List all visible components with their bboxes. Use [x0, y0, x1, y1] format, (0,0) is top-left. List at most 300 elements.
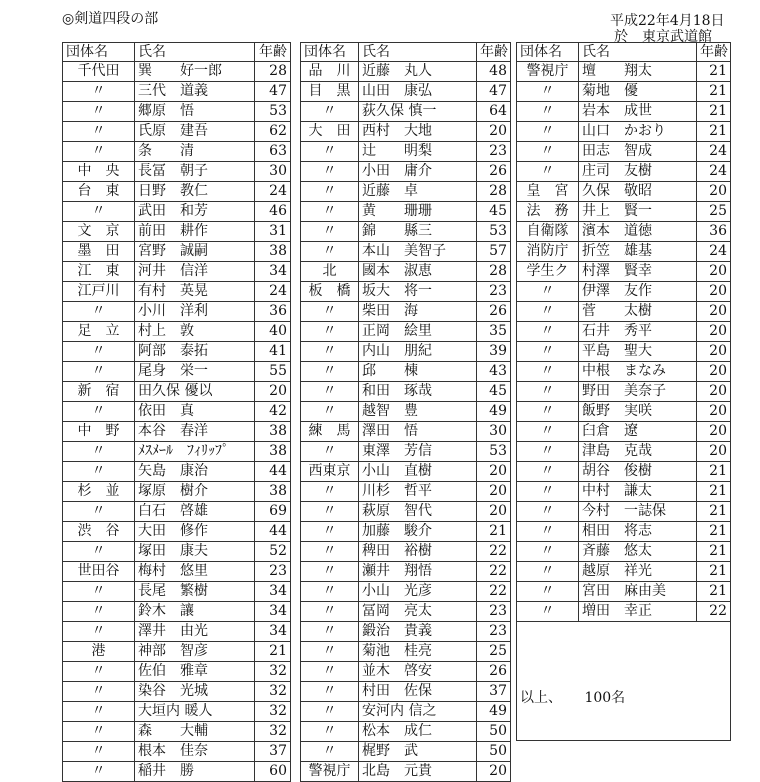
table-header-row — [301, 43, 511, 62]
name-cell: 内山 朋紀 — [359, 342, 477, 362]
roster-table-2 — [300, 42, 511, 782]
table-row — [63, 742, 291, 762]
table-header-row — [517, 43, 731, 62]
group-cell: 台 東 — [63, 182, 135, 202]
age-cell: 21 — [255, 642, 291, 662]
name-cell: 折笠 雄基 — [579, 242, 697, 262]
group-cell: 西東京 — [301, 462, 359, 482]
group-cell: 〃 — [301, 442, 359, 462]
age-cell: 20 — [477, 482, 511, 502]
age-cell: 21 — [697, 562, 731, 582]
name-cell: 有村 英晃 — [135, 282, 255, 302]
table-row — [63, 362, 291, 382]
table-row — [63, 502, 291, 522]
group-cell: 〃 — [517, 502, 579, 522]
group-cell: 大 田 — [301, 122, 359, 142]
age-cell: 44 — [255, 522, 291, 542]
table-row — [63, 382, 291, 402]
table-row — [517, 162, 731, 182]
empty-cell — [517, 622, 731, 741]
group-cell: 〃 — [63, 122, 135, 142]
group-cell: 消防庁 — [517, 242, 579, 262]
group-cell: 〃 — [517, 82, 579, 102]
table-row — [63, 262, 291, 282]
table-row — [63, 422, 291, 442]
name-cell: 冨岡 亮太 — [359, 602, 477, 622]
name-cell: 菅 太樹 — [579, 302, 697, 322]
group-cell: 足 立 — [63, 322, 135, 342]
age-cell: 24 — [697, 142, 731, 162]
age-cell: 49 — [477, 702, 511, 722]
name-cell: 日野 教仁 — [135, 182, 255, 202]
group-cell: 〃 — [517, 582, 579, 602]
age-cell: 21 — [697, 582, 731, 602]
table-row — [517, 382, 731, 402]
age-cell: 53 — [477, 222, 511, 242]
name-cell: 染谷 光城 — [135, 682, 255, 702]
name-cell: 菊池 桂亮 — [359, 642, 477, 662]
name-cell: 矢島 康治 — [135, 462, 255, 482]
name-cell: 河井 信洋 — [135, 262, 255, 282]
table-row — [301, 162, 511, 182]
group-cell: 〃 — [301, 522, 359, 542]
name-cell: 坂大 将一 — [359, 282, 477, 302]
table-row — [63, 242, 291, 262]
group-cell: 〃 — [301, 702, 359, 722]
name-cell: 石井 秀平 — [579, 322, 697, 342]
age-cell: 21 — [697, 122, 731, 142]
name-cell: 稗田 裕樹 — [359, 542, 477, 562]
age-cell: 64 — [477, 102, 511, 122]
age-cell: 20 — [697, 362, 731, 382]
group-cell: 〃 — [63, 362, 135, 382]
table-row — [63, 282, 291, 302]
group-cell: 渋 谷 — [63, 522, 135, 542]
column-header-group: 団体名 — [63, 43, 135, 62]
group-cell: 〃 — [517, 162, 579, 182]
name-cell: 東澤 芳信 — [359, 442, 477, 462]
table-row — [517, 362, 731, 382]
age-cell: 38 — [255, 442, 291, 462]
table-row — [301, 582, 511, 602]
table-row — [301, 662, 511, 682]
group-cell: 〃 — [301, 342, 359, 362]
name-cell: 本山 美智子 — [359, 242, 477, 262]
age-cell: 20 — [477, 122, 511, 142]
table-row — [301, 102, 511, 122]
name-cell: 黄 珊珊 — [359, 202, 477, 222]
table-row — [517, 422, 731, 442]
group-cell: 〃 — [301, 202, 359, 222]
age-cell: 30 — [477, 422, 511, 442]
age-cell: 20 — [697, 342, 731, 362]
group-cell: 中 央 — [63, 162, 135, 182]
name-cell: 北島 元貴 — [359, 762, 477, 782]
group-cell: 〃 — [517, 142, 579, 162]
group-cell: 〃 — [301, 682, 359, 702]
group-cell: 〃 — [301, 482, 359, 502]
age-cell: 57 — [477, 242, 511, 262]
group-cell: 〃 — [63, 622, 135, 642]
group-cell: 〃 — [63, 742, 135, 762]
group-cell: 学生ク — [517, 262, 579, 282]
group-cell: 〃 — [301, 382, 359, 402]
group-cell: 〃 — [517, 282, 579, 302]
age-cell: 36 — [255, 302, 291, 322]
table-row — [301, 502, 511, 522]
name-cell: 壇 翔太 — [579, 62, 697, 82]
age-cell: 53 — [477, 442, 511, 462]
group-cell: 〃 — [301, 542, 359, 562]
age-cell: 20 — [697, 262, 731, 282]
table-row — [517, 142, 731, 162]
age-cell: 21 — [697, 522, 731, 542]
table-row — [63, 762, 291, 782]
age-cell: 38 — [255, 422, 291, 442]
name-cell: 尾身 栄一 — [135, 362, 255, 382]
table-row — [301, 542, 511, 562]
table-row — [63, 642, 291, 662]
table-row — [517, 122, 731, 142]
table-row — [517, 402, 731, 422]
table-row — [517, 322, 731, 342]
table-row — [301, 342, 511, 362]
table-row — [63, 82, 291, 102]
group-cell: 〃 — [63, 582, 135, 602]
group-cell: 〃 — [63, 502, 135, 522]
table-row — [301, 282, 511, 302]
age-cell: 55 — [255, 362, 291, 382]
age-cell: 20 — [697, 282, 731, 302]
table-row — [301, 642, 511, 662]
age-cell: 38 — [255, 482, 291, 502]
age-cell: 20 — [697, 182, 731, 202]
group-cell: 〃 — [517, 602, 579, 622]
age-cell: 31 — [255, 222, 291, 242]
group-cell: 品 川 — [301, 62, 359, 82]
table-row — [63, 202, 291, 222]
summary-footer — [520, 687, 643, 707]
column-header-group: 団体名 — [301, 43, 359, 62]
age-cell: 22 — [477, 562, 511, 582]
table-row — [63, 542, 291, 562]
group-cell: 〃 — [517, 122, 579, 142]
name-cell: 斉藤 悠太 — [579, 542, 697, 562]
group-cell: 中 野 — [63, 422, 135, 442]
age-cell: 60 — [255, 762, 291, 782]
name-cell: 臼倉 遼 — [579, 422, 697, 442]
group-cell: 〃 — [63, 662, 135, 682]
age-cell: 21 — [697, 462, 731, 482]
table-row — [301, 362, 511, 382]
age-cell: 45 — [477, 382, 511, 402]
column-header-age: 年齢 — [697, 43, 731, 62]
name-cell: 本谷 春洋 — [135, 422, 255, 442]
table-row — [63, 442, 291, 462]
group-cell: 〃 — [301, 182, 359, 202]
table-row — [63, 302, 291, 322]
group-cell: 〃 — [63, 602, 135, 622]
empty-area — [517, 622, 731, 741]
column-header-age: 年齢 — [255, 43, 291, 62]
age-cell: 41 — [255, 342, 291, 362]
age-cell: 23 — [477, 602, 511, 622]
column-header-name: 氏名 — [579, 43, 697, 62]
group-cell: 墨 田 — [63, 242, 135, 262]
age-cell: 26 — [477, 662, 511, 682]
table-header-row — [63, 43, 291, 62]
age-cell: 21 — [697, 482, 731, 502]
group-cell: 〃 — [63, 202, 135, 222]
table-row — [63, 162, 291, 182]
age-cell: 22 — [477, 582, 511, 602]
column-header-name: 氏名 — [135, 43, 255, 62]
table-row — [63, 222, 291, 242]
group-cell: 〃 — [63, 142, 135, 162]
table-row — [63, 722, 291, 742]
group-cell: 〃 — [63, 722, 135, 742]
table-row — [63, 122, 291, 142]
roster-table-3 — [516, 42, 731, 741]
age-cell: 34 — [255, 582, 291, 602]
table-row — [517, 222, 731, 242]
group-cell: 〃 — [301, 562, 359, 582]
name-cell: 森 大輔 — [135, 722, 255, 742]
table-row — [301, 62, 511, 82]
group-cell: 自衛隊 — [517, 222, 579, 242]
table-row — [63, 182, 291, 202]
group-cell: 〃 — [517, 422, 579, 442]
name-cell: 正岡 絵里 — [359, 322, 477, 342]
age-cell: 34 — [255, 262, 291, 282]
group-cell: 〃 — [517, 462, 579, 482]
name-cell: 三代 道義 — [135, 82, 255, 102]
age-cell: 43 — [477, 362, 511, 382]
age-cell: 32 — [255, 662, 291, 682]
age-cell: 21 — [477, 522, 511, 542]
age-cell: 20 — [477, 762, 511, 782]
age-cell: 20 — [697, 402, 731, 422]
name-cell: 飯野 実咲 — [579, 402, 697, 422]
group-cell: 〃 — [301, 722, 359, 742]
table-row — [517, 62, 731, 82]
table-row — [301, 482, 511, 502]
group-cell: 〃 — [301, 582, 359, 602]
group-cell: 〃 — [63, 442, 135, 462]
group-cell: 〃 — [63, 762, 135, 782]
group-cell: 千代田 — [63, 62, 135, 82]
name-cell: 荻久保 慎一 — [359, 102, 477, 122]
name-cell: 村澤 賢幸 — [579, 262, 697, 282]
group-cell: 杉 並 — [63, 482, 135, 502]
table-row — [63, 402, 291, 422]
name-cell: 中村 謙太 — [579, 482, 697, 502]
group-cell: 〃 — [517, 442, 579, 462]
table-row — [301, 622, 511, 642]
name-cell: 小田 庸介 — [359, 162, 477, 182]
group-cell: 〃 — [63, 302, 135, 322]
group-cell: 〃 — [301, 402, 359, 422]
name-cell: 大垣内 暖人 — [135, 702, 255, 722]
name-cell: 村上 敦 — [135, 322, 255, 342]
table-row — [63, 662, 291, 682]
age-cell: 21 — [697, 62, 731, 82]
table-row — [301, 322, 511, 342]
age-cell: 24 — [697, 162, 731, 182]
age-cell: 26 — [477, 162, 511, 182]
group-cell: 江 東 — [63, 262, 135, 282]
group-cell: 〃 — [63, 102, 135, 122]
group-cell: 〃 — [63, 82, 135, 102]
name-cell: 塚田 康夫 — [135, 542, 255, 562]
age-cell: 24 — [697, 242, 731, 262]
name-cell: 並木 啓安 — [359, 662, 477, 682]
age-cell: 20 — [697, 382, 731, 402]
age-cell: 37 — [255, 742, 291, 762]
age-cell: 69 — [255, 502, 291, 522]
group-cell: 〃 — [517, 542, 579, 562]
table-row — [301, 122, 511, 142]
table-row — [517, 462, 731, 482]
age-cell: 62 — [255, 122, 291, 142]
group-cell: 〃 — [63, 702, 135, 722]
table-row — [517, 562, 731, 582]
age-cell: 22 — [697, 602, 731, 622]
group-cell: 〃 — [301, 362, 359, 382]
age-cell: 21 — [697, 502, 731, 522]
table-row — [63, 602, 291, 622]
age-cell: 26 — [477, 302, 511, 322]
table-row — [301, 82, 511, 102]
age-cell: 23 — [477, 282, 511, 302]
table-row — [301, 682, 511, 702]
name-cell: 瀬井 翔悟 — [359, 562, 477, 582]
name-cell: 稲井 勝 — [135, 762, 255, 782]
group-cell: 〃 — [301, 742, 359, 762]
age-cell: 25 — [477, 642, 511, 662]
name-cell: 野田 美奈子 — [579, 382, 697, 402]
age-cell: 36 — [697, 222, 731, 242]
summary-count: 100名 — [584, 690, 626, 706]
name-cell: 澤井 由光 — [135, 622, 255, 642]
name-cell: 伊澤 友作 — [579, 282, 697, 302]
name-cell: 加藤 駿介 — [359, 522, 477, 542]
age-cell: 32 — [255, 722, 291, 742]
age-cell: 34 — [255, 602, 291, 622]
age-cell: 32 — [255, 702, 291, 722]
name-cell: 安河内 信之 — [359, 702, 477, 722]
group-cell: 〃 — [517, 562, 579, 582]
age-cell: 32 — [255, 682, 291, 702]
column-header-name: 氏名 — [359, 43, 477, 62]
group-cell: 〃 — [301, 102, 359, 122]
name-cell: 松本 成仁 — [359, 722, 477, 742]
name-cell: 条 清 — [135, 142, 255, 162]
name-cell: 鈴木 讓 — [135, 602, 255, 622]
name-cell: 津島 克哉 — [579, 442, 697, 462]
name-cell: 相田 将志 — [579, 522, 697, 542]
group-cell: 〃 — [517, 362, 579, 382]
name-cell: 小川 洋利 — [135, 302, 255, 322]
age-cell: 35 — [477, 322, 511, 342]
name-cell: ﾒｽﾒｰﾙ ﾌｨﾘｯﾌﾟ — [135, 442, 255, 462]
age-cell: 45 — [477, 202, 511, 222]
group-cell: 〃 — [63, 462, 135, 482]
age-cell: 44 — [255, 462, 291, 482]
name-cell: 山田 康弘 — [359, 82, 477, 102]
age-cell: 24 — [255, 182, 291, 202]
group-cell: 〃 — [517, 482, 579, 502]
page-title: ◎剣道四段の部 — [62, 11, 159, 27]
name-cell: 阿部 泰拓 — [135, 342, 255, 362]
age-cell: 63 — [255, 142, 291, 162]
age-cell: 46 — [255, 202, 291, 222]
table-row — [517, 242, 731, 262]
group-cell: 〃 — [301, 162, 359, 182]
event-date: 平成22年4月18日 — [610, 13, 725, 29]
name-cell: 錦 縣三 — [359, 222, 477, 242]
group-cell: 〃 — [301, 302, 359, 322]
table-row — [517, 602, 731, 622]
name-cell: 今村 一誌保 — [579, 502, 697, 522]
group-cell: 〃 — [301, 642, 359, 662]
table-row — [301, 302, 511, 322]
table-row — [301, 442, 511, 462]
table-row — [301, 602, 511, 622]
group-cell: 〃 — [301, 662, 359, 682]
name-cell: 西村 大地 — [359, 122, 477, 142]
name-cell: 宮野 誠嗣 — [135, 242, 255, 262]
group-cell: 〃 — [517, 522, 579, 542]
group-cell: 法 務 — [517, 202, 579, 222]
age-cell: 20 — [697, 422, 731, 442]
age-cell: 23 — [255, 562, 291, 582]
age-cell: 42 — [255, 402, 291, 422]
group-cell: 警視庁 — [517, 62, 579, 82]
name-cell: 岩本 成世 — [579, 102, 697, 122]
age-cell: 37 — [477, 682, 511, 702]
name-cell: 梶野 武 — [359, 742, 477, 762]
group-cell: 〃 — [301, 602, 359, 622]
age-cell: 30 — [255, 162, 291, 182]
table-row — [63, 482, 291, 502]
group-cell: 皇 宮 — [517, 182, 579, 202]
age-cell: 20 — [477, 462, 511, 482]
table-row — [301, 462, 511, 482]
name-cell: 川杉 哲平 — [359, 482, 477, 502]
group-cell: 〃 — [63, 402, 135, 422]
name-cell: 邱 棟 — [359, 362, 477, 382]
age-cell: 21 — [697, 82, 731, 102]
table-row — [517, 182, 731, 202]
name-cell: 平島 聖大 — [579, 342, 697, 362]
age-cell: 28 — [255, 62, 291, 82]
table-row — [301, 562, 511, 582]
group-cell: 〃 — [517, 322, 579, 342]
name-cell: 神部 智彦 — [135, 642, 255, 662]
group-cell: 板 橋 — [301, 282, 359, 302]
column-header-group: 団体名 — [517, 43, 579, 62]
table-row — [63, 682, 291, 702]
name-cell: 長冨 朝子 — [135, 162, 255, 182]
name-cell: 和田 琢哉 — [359, 382, 477, 402]
group-cell: 〃 — [301, 502, 359, 522]
table-row — [517, 102, 731, 122]
age-cell: 28 — [477, 182, 511, 202]
age-cell: 38 — [255, 242, 291, 262]
name-cell: 萩原 智代 — [359, 502, 477, 522]
table-row — [63, 102, 291, 122]
